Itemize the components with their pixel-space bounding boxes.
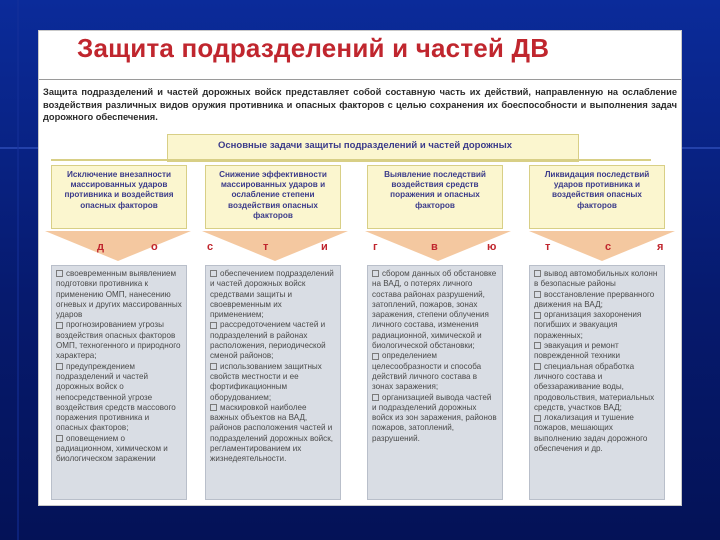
method-column-1 [51,265,187,500]
method-item: вывод автомобильных колонн в безопасные районы [534,269,658,289]
method-item: определением целесообразности и способа действий личного состава в зонах заражения; [372,351,482,392]
letter: и [321,241,328,253]
letter: с [207,241,214,253]
letter: с [605,241,612,253]
letter: ю [487,241,497,253]
letter: о [151,241,158,253]
method-column-3 [367,265,503,500]
method-item: организацией вывода частей и подразделений дорожных войск из зон заражения, районов пожаров, затоплений, разрушений. [372,392,497,443]
arrow-4 [529,231,675,261]
method-item: маскировкой наиболее важных объектов на ВАД, районов расположения частей и подразделений дорожных войск, регламентированием их жизнедеятельности. [210,402,334,464]
task-box-4: Ликвидация последствий ударов противника и воздействия опасных факторов [529,165,665,229]
method-column-2 [205,265,341,500]
letter: я [657,241,664,253]
method-item: предупреждением подразделений и частей дорожных войск о непосредственной угрозе воздействия средств массового поражения противника и опасных факторов; [56,361,176,433]
slide-content [38,30,682,506]
method-item: рассредоточением частей и подразделений в районах расположения, периодической сменой районов; [210,320,326,361]
letter: т [263,241,269,253]
task-box-3: Выявление последствий воздействия средств поражения и опасных факторов [367,165,503,229]
letter: в [431,241,438,253]
method-column-4 [529,265,665,500]
method-item: своевременным выявлением подготовки противника к применению ОМП, нанесению огневых и других массированных ударов [56,269,182,320]
main-task-label: Основные задачи защиты подразделений и частей дорожных [218,140,513,151]
title-divider [39,79,681,80]
method-item: сбором данных об обстановке на ВАД, о потерях личного состава районах разрушений, затоплений, пожаров, зонах заражения, степени облучения личного состава, изменения радиационной, химической и биологической обстановки; [372,269,497,351]
letter: г [373,241,378,253]
arrow-1 [45,231,191,261]
task-box-2: Снижение эффективности массированных ударов и ослабление степени воздействия опасных факторов [205,165,341,229]
intro-paragraph: Защита подразделений и частей дорожных войск представляет собой составную часть их действий, направленную на ослабление воздействия различных видов оружия противника и опасных факторов с целью сохранения их боеспособности и выполнения задач дорожного обеспечения. [43,87,677,123]
method-item: локализация и тушение пожаров, мешающих выполнению задач дорожного обеспечения и др. [534,413,648,454]
method-item: использованием защитных свойств местности и ее фортификационным оборудованием; [210,361,322,402]
method-item: обеспечением подразделений и частей дорожных войск средствами защиты и своевременным их применением; [210,269,334,320]
method-item: прогнозированием угрозы воздействия опасных факторов ОМП, техногенного и природного характера; [56,320,181,361]
method-item: оповещением о радиационном, химическом и биологическом заражении [56,433,168,464]
method-item: специальная обработка личного состава и обеззараживание воды, продовольствия, материальных средств, участков ВАД; [534,361,655,412]
task-box-1: Исключение внезапности массированных ударов противника и воздействия опасных факторов [51,165,187,229]
method-item: эвакуация и ремонт поврежденной техники [534,341,620,361]
letter: т [545,241,551,253]
main-task-box [167,134,579,162]
slide-title: Защита подразделений и частей ДВ [77,33,550,63]
letter: д [97,241,104,253]
method-item: восстановление прерванного движения на ВАД; [534,289,655,309]
method-item: организация захоронения погибших и эвакуация пораженных; [534,310,642,340]
connector-line [51,159,651,161]
